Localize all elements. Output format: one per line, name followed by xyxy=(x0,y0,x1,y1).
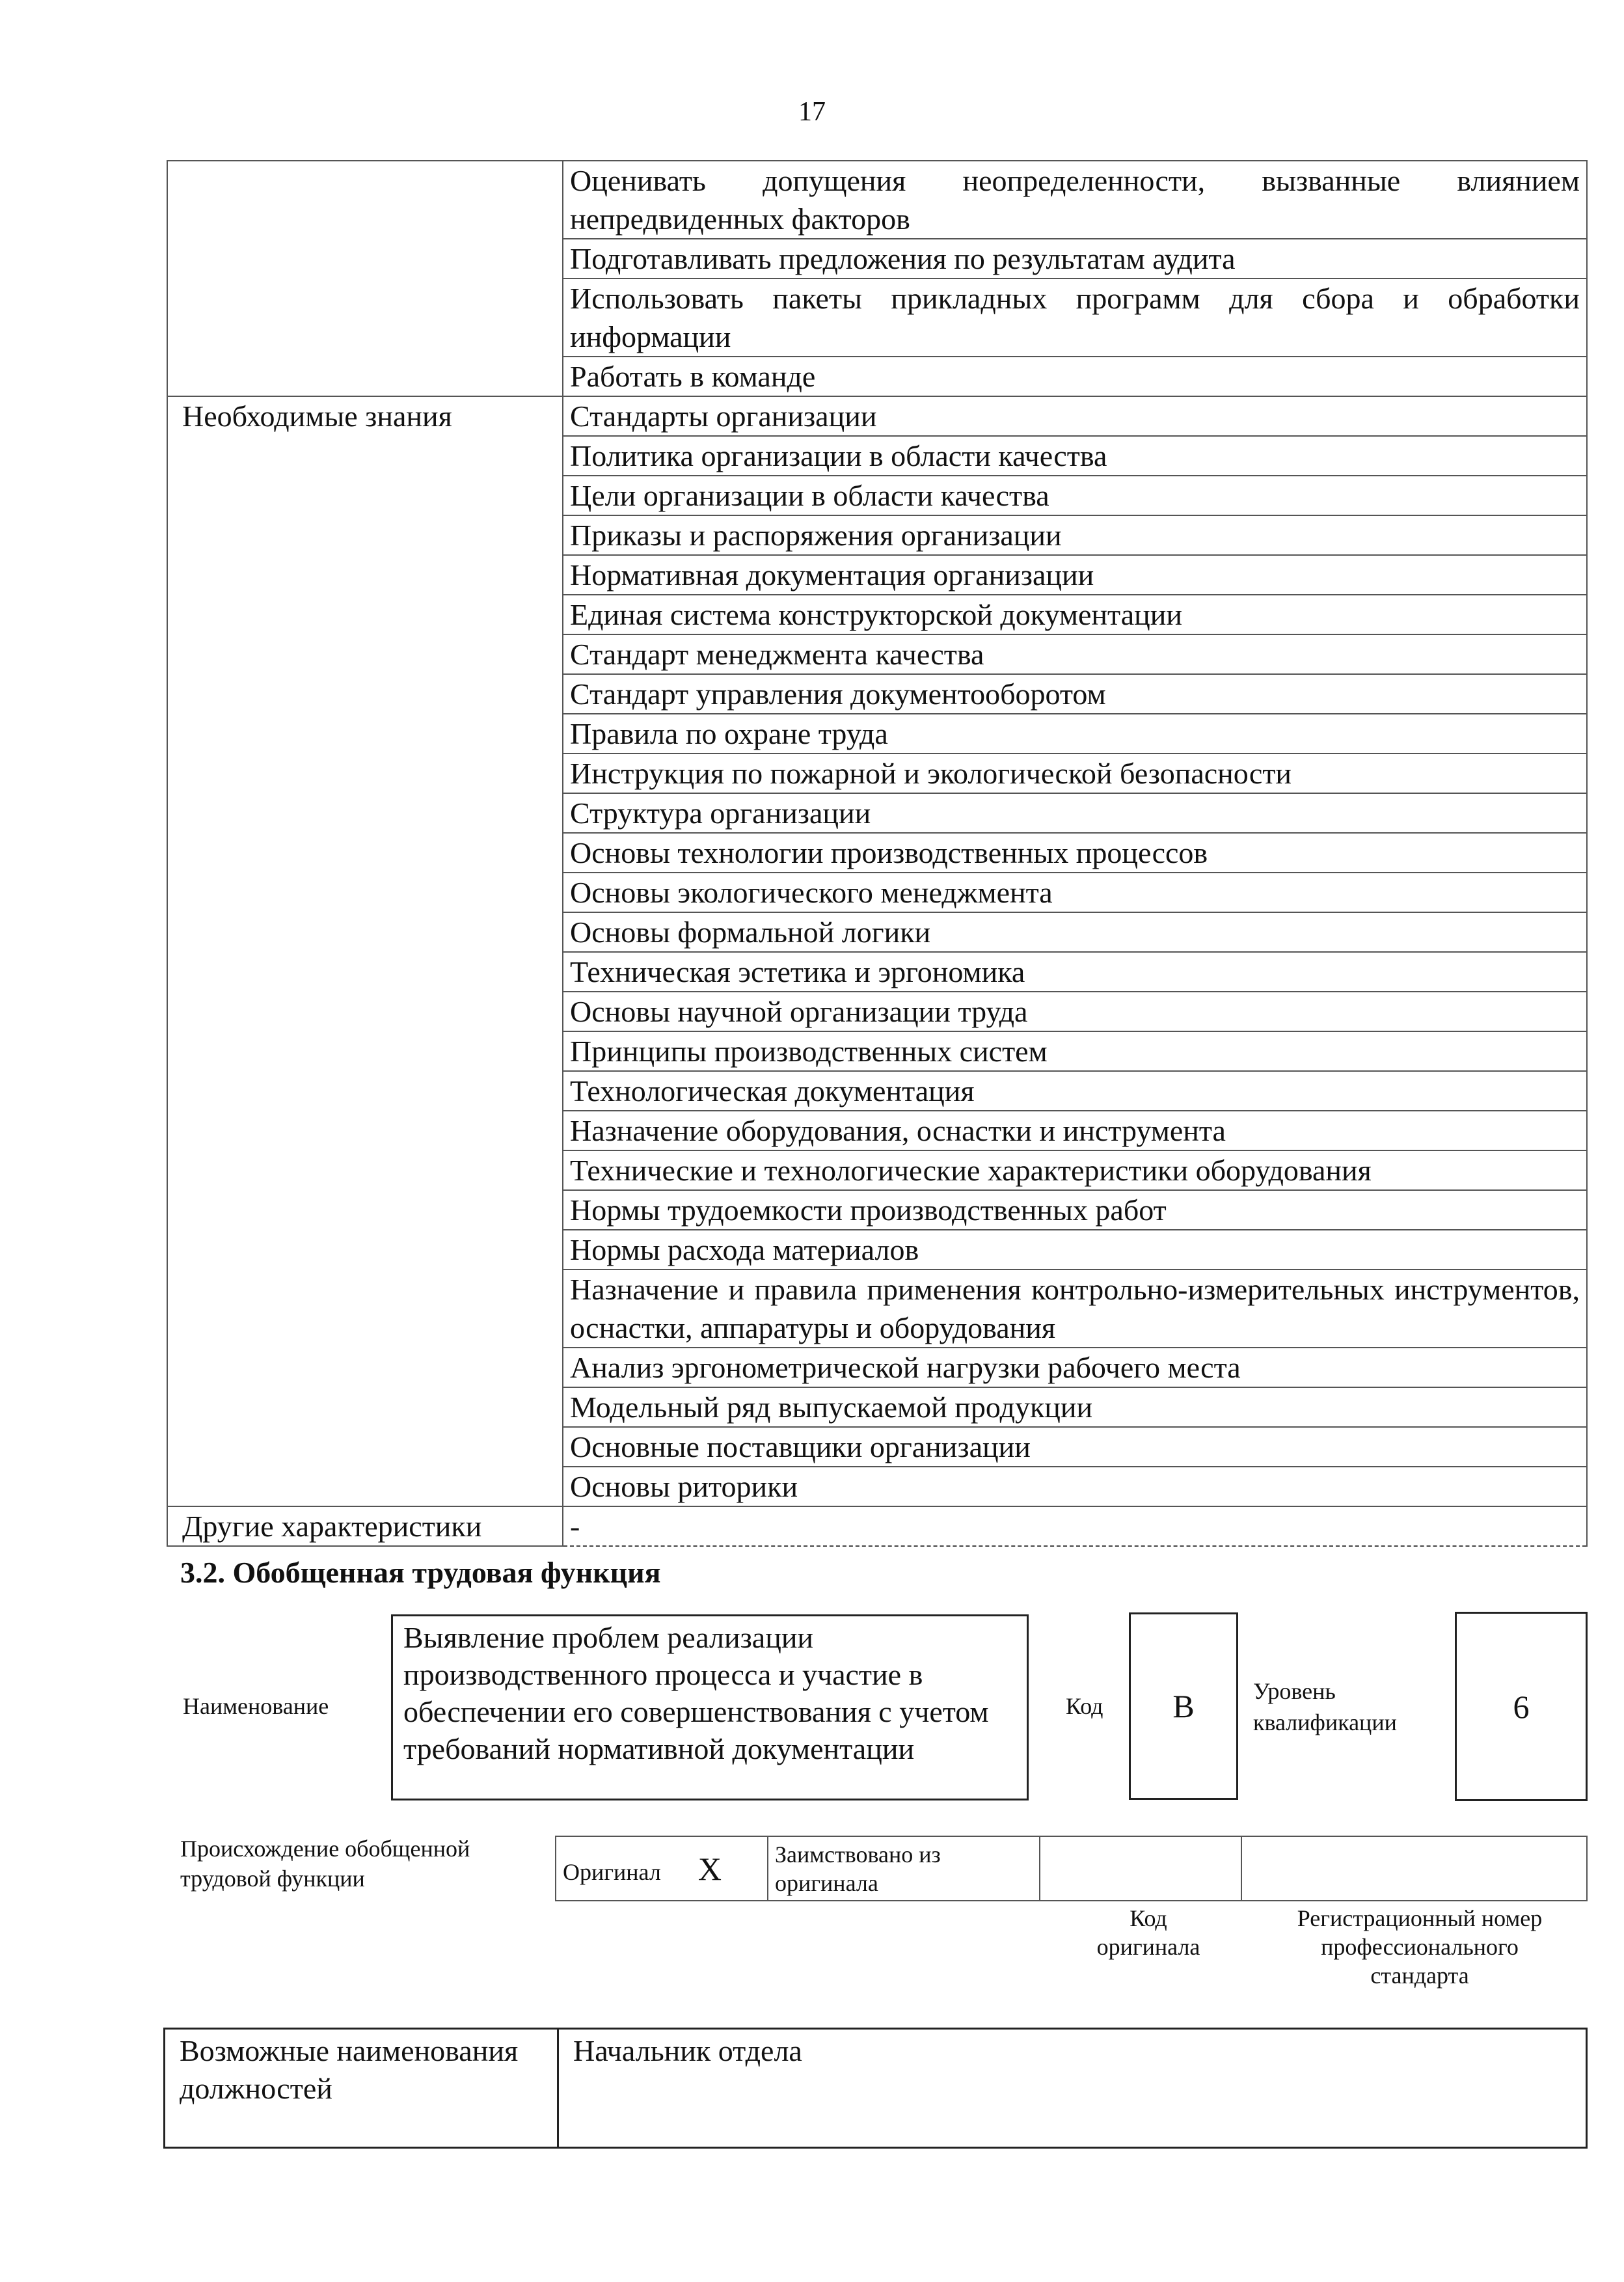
row-content-knowledge: Назначение оборудования, оснастки и инструмента xyxy=(563,1111,1587,1150)
name-label: Наименование xyxy=(183,1693,329,1719)
row-content-knowledge: Нормы расхода материалов xyxy=(563,1230,1587,1270)
code-value: B xyxy=(1172,1688,1195,1724)
row-content-knowledge: Стандарт управления документооборотом xyxy=(563,674,1587,714)
positions-table xyxy=(163,2028,1588,2149)
row-content-knowledge: Принципы производственных систем xyxy=(563,1031,1587,1071)
positions-label: Возможные наименования должностей xyxy=(165,2029,558,2148)
origin-original-mark: X xyxy=(697,1850,722,1887)
origin-reg-cell xyxy=(1241,1836,1587,1901)
origin-borrowed-cell: Заимствовано из оригинала xyxy=(768,1836,1040,1901)
row-label: Другие характеристики xyxy=(167,1506,563,1546)
row-label: Необходимые знания xyxy=(167,396,563,1506)
row-content-knowledge: Цели организации в области качества xyxy=(563,476,1587,515)
row-content-knowledge: Основные поставщики организации xyxy=(563,1427,1587,1467)
row-content-knowledge: Основы риторики xyxy=(563,1467,1587,1506)
row-content-knowledge: Приказы и распоряжения организации xyxy=(563,515,1587,555)
row-content-knowledge: Структура организации xyxy=(563,793,1587,833)
level-value: 6 xyxy=(1513,1688,1530,1725)
code-label: Код xyxy=(1066,1693,1103,1719)
row-content-skill: Оценивать допущения неопределенности, вызванные влиянием непредвиденных факторов xyxy=(563,161,1587,239)
code-caption: Код оригинала xyxy=(1096,1905,1200,1960)
section-title: 3.2. Обобщенная трудовая функция xyxy=(180,1556,661,1589)
row-content-knowledge: Нормы трудоемкости производственных работ xyxy=(563,1190,1587,1230)
row-content-knowledge: Политика организации в области качества xyxy=(563,436,1587,476)
row-content-knowledge: Единая система конструкторской документации xyxy=(563,595,1587,634)
row-content-knowledge: Инструкция по пожарной и экологической безопасности xyxy=(563,754,1587,793)
function-name-box: Выявление проблем реализации производственного процесса и участие в обеспечении его совершенствования с учетом требований нормативной документации xyxy=(391,1614,1029,1800)
row-content-knowledge: Анализ эргонометрической нагрузки рабочего места xyxy=(563,1348,1587,1387)
row-content-knowledge: Основы экологического менеджмента xyxy=(563,873,1587,912)
row-content-knowledge: Стандарты организации xyxy=(563,396,1587,436)
row-content-skill: Подготавливать предложения по результатам аудита xyxy=(563,239,1587,278)
code-box xyxy=(1129,1612,1238,1800)
skills-knowledge-table xyxy=(167,160,1588,1547)
row-content-knowledge: Назначение и правила применения контрольно-измерительных инструментов, оснастки, аппаратуры и оборудования xyxy=(563,1270,1587,1348)
row-content-knowledge: Основы технологии производственных процессов xyxy=(563,833,1587,873)
table-row xyxy=(167,1506,1587,1546)
origin-label: Происхождение обобщенной трудовой функции xyxy=(180,1836,470,1892)
row-content-knowledge: Техническая эстетика и эргономика xyxy=(563,952,1587,992)
level-label: Уровень квалификации xyxy=(1253,1678,1397,1735)
row-content-knowledge: Модельный ряд выпускаемой продукции xyxy=(563,1387,1587,1427)
row-label xyxy=(167,161,563,396)
row-content-knowledge: Стандарт менеджмента качества xyxy=(563,634,1587,674)
row-content-skill: Работать в команде xyxy=(563,357,1587,396)
page-number: 17 xyxy=(798,97,826,127)
row-content-knowledge: Основы формальной логики xyxy=(563,912,1587,952)
level-box xyxy=(1455,1612,1588,1801)
row-content-knowledge: Технологическая документация xyxy=(563,1071,1587,1111)
row-content-knowledge: Нормативная документация организации xyxy=(563,555,1587,595)
row-content-knowledge: Основы научной организации труда xyxy=(563,992,1587,1031)
origin-original-cell xyxy=(556,1836,768,1901)
positions-value: Начальник отдела xyxy=(558,2029,1587,2148)
origin-original-label: Оригинал xyxy=(563,1858,661,1885)
row-content-other: - xyxy=(563,1506,1587,1546)
row-content-skill: Использовать пакеты прикладных программ для сбора и обработки информации xyxy=(563,278,1587,357)
reg-caption: Регистрационный номер профессионального стандарта xyxy=(1297,1905,1543,1989)
row-content-knowledge: Правила по охране труда xyxy=(563,714,1587,754)
row-content-knowledge: Технические и технологические характеристики оборудования xyxy=(563,1150,1587,1190)
table-row xyxy=(167,396,1587,436)
table-row xyxy=(167,161,1587,239)
origin-code-cell xyxy=(1040,1836,1241,1901)
origin-table xyxy=(555,1836,1588,1901)
